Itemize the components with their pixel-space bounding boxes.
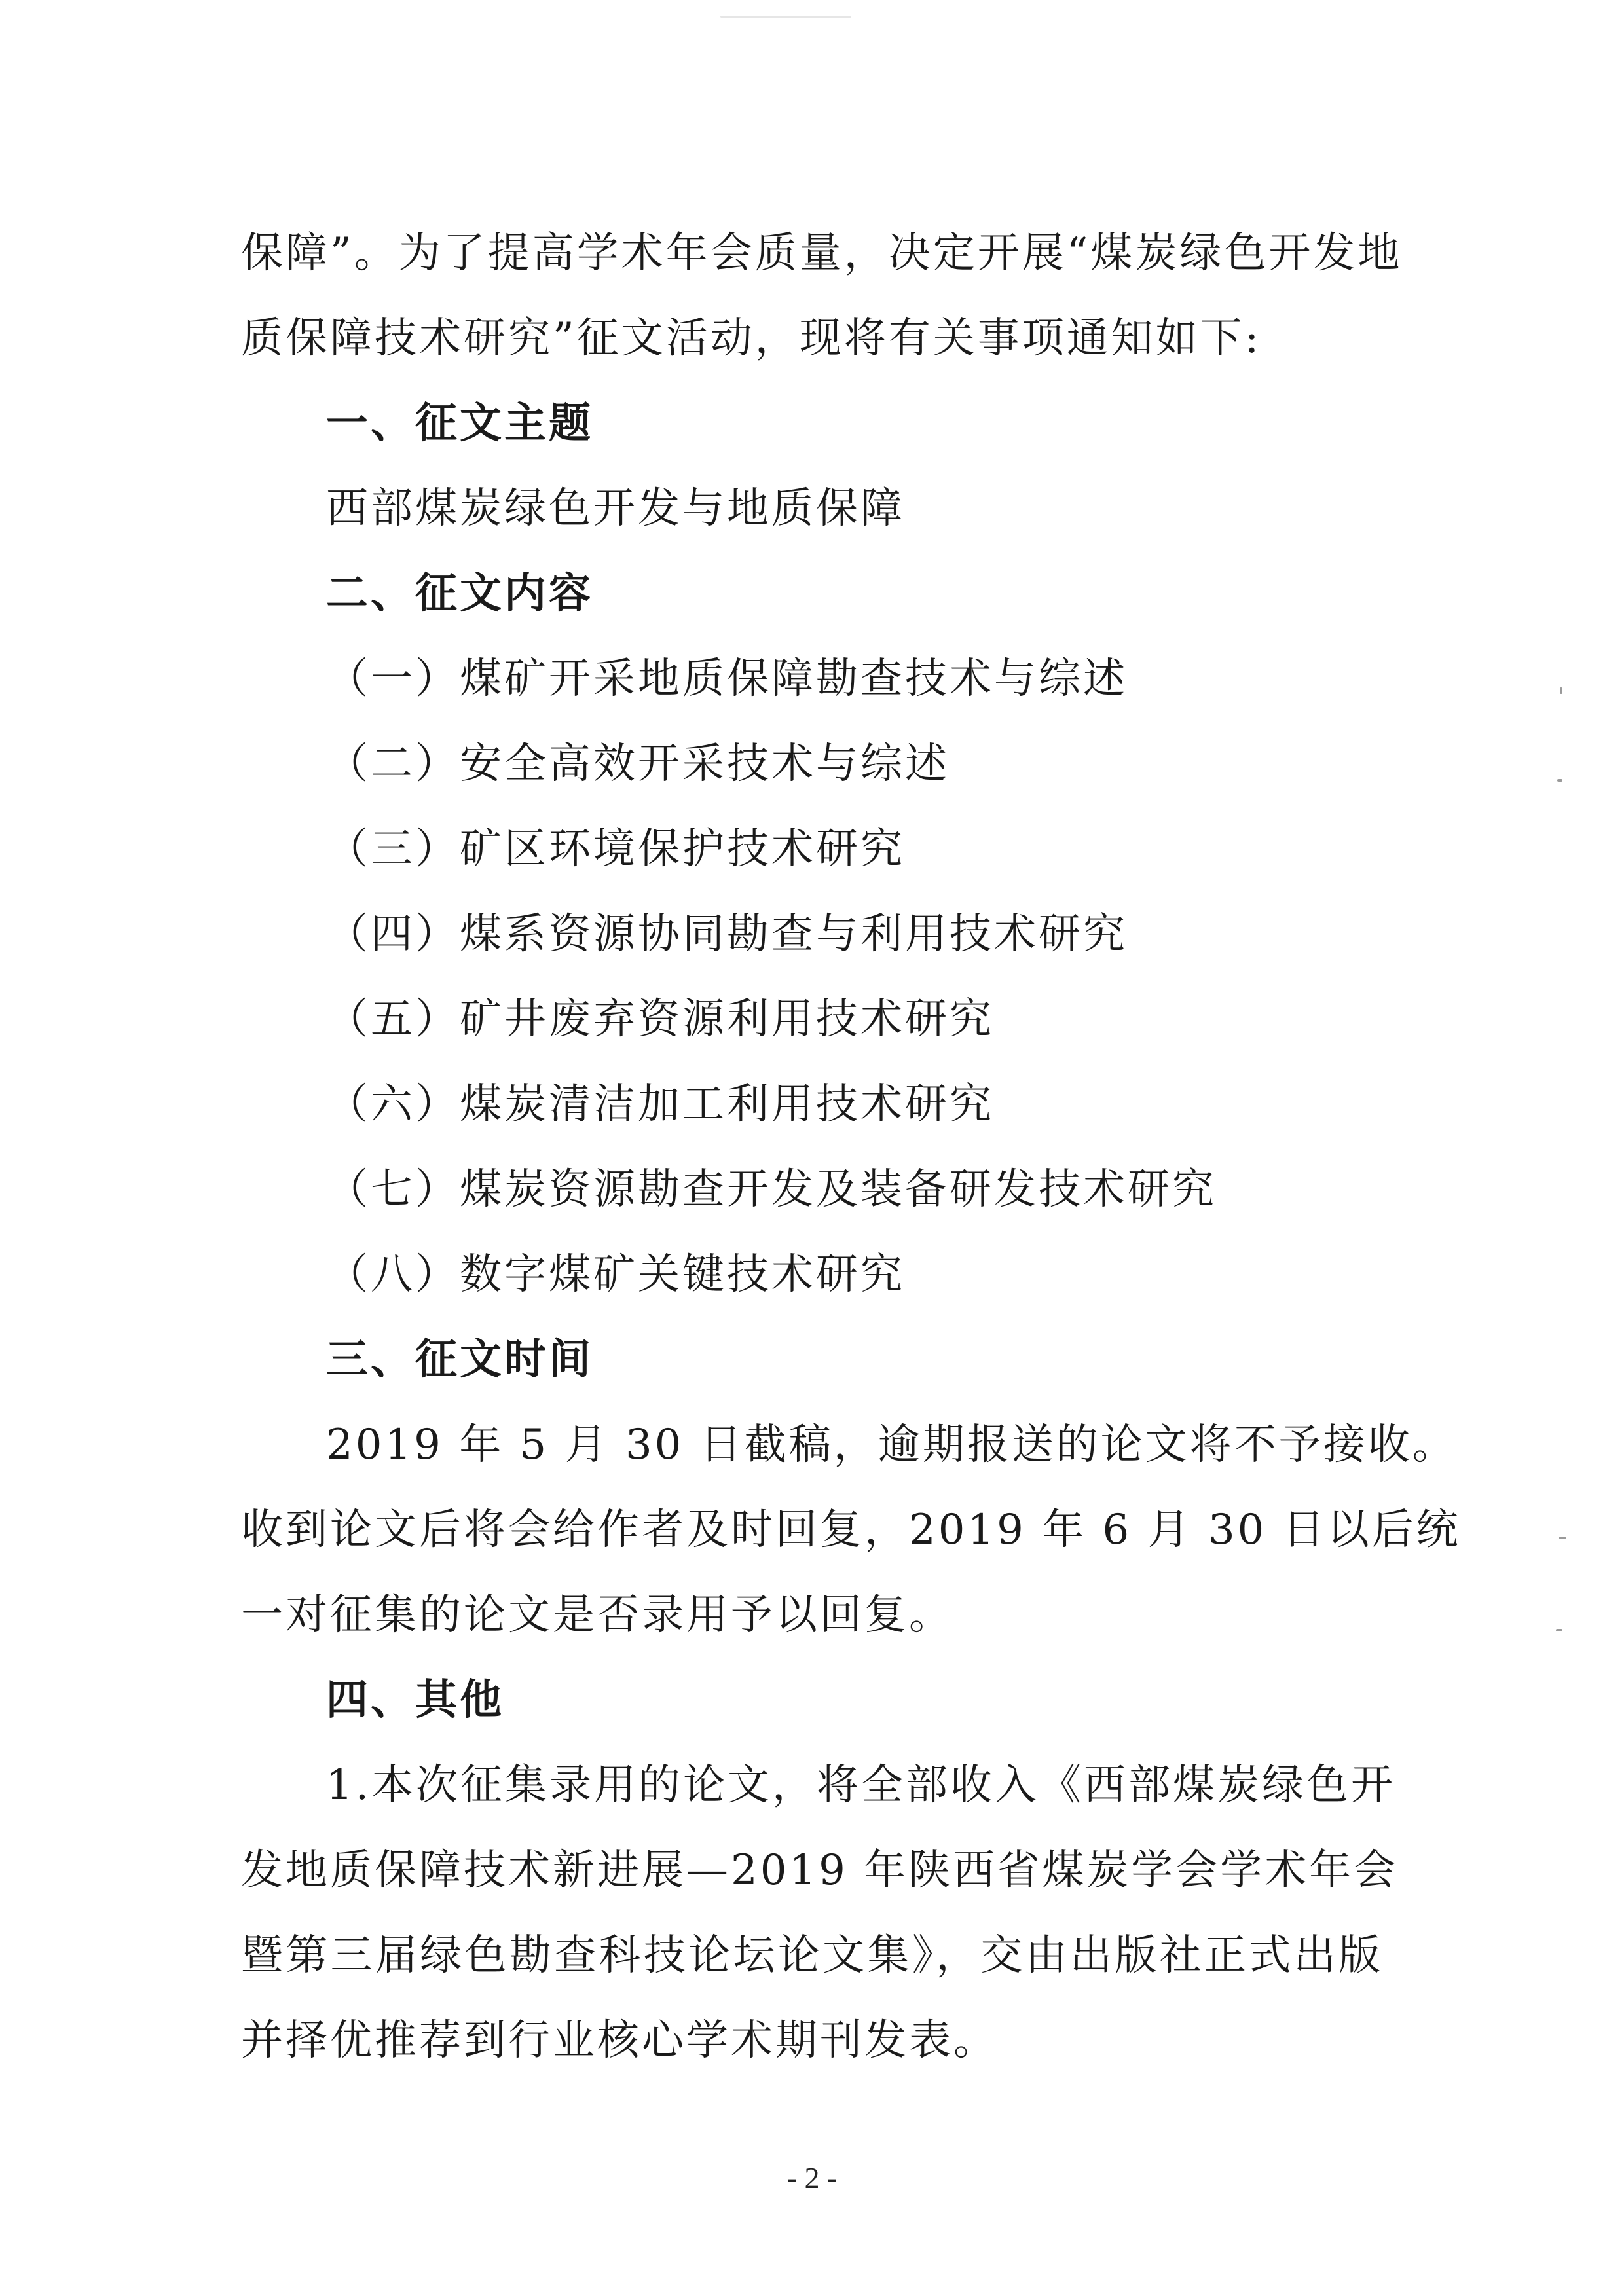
intro-paragraph-line: 保障”。为了提高学术年会质量，决定开展“煤炭绿色开发地	[241, 229, 1403, 278]
content-list-item: （二）安全高效开采技术与综述	[326, 740, 950, 788]
page-number: - 2 -	[786, 2161, 838, 2195]
section-heading-content: 二、征文内容	[326, 570, 593, 618]
scan-speck	[1556, 1629, 1562, 1631]
other-paragraph-line: 并择优推荐到行业核心学术期刊发表。	[241, 2016, 998, 2065]
scan-speck	[720, 16, 851, 18]
time-paragraph-line: 收到论文后将会给作者及时回复，2019 年 6 月 30 日以后统	[241, 1506, 1461, 1554]
other-paragraph-line: 1.本次征集录用的论文，将全部收入《西部煤炭绿色开	[326, 1761, 1396, 1810]
scan-speck	[1559, 1537, 1566, 1539]
section-heading-theme: 一、征文主题	[326, 399, 593, 448]
other-paragraph-line: 发地质保障技术新进展—2019 年陕西省煤炭学会学术年会	[241, 1846, 1399, 1895]
time-paragraph-line: 一对征集的论文是否录用予以回复。	[241, 1591, 953, 1639]
content-list-item: （一）煤矿开采地质保障勘查技术与综述	[326, 655, 1128, 703]
content-list-item: （七）煤炭资源勘查开发及装备研发技术研究	[326, 1165, 1217, 1214]
content-list-item: （四）煤系资源协同勘查与利用技术研究	[326, 910, 1128, 958]
theme-text: 西部煤炭绿色开发与地质保障	[326, 484, 905, 533]
content-list-item: （三）矿区环境保护技术研究	[326, 825, 905, 873]
time-paragraph-line: 2019 年 5 月 30 日截稿，逾期报送的论文将不予接收。	[326, 1421, 1457, 1469]
scan-speck	[1560, 687, 1562, 694]
section-heading-time: 三、征文时间	[326, 1336, 593, 1384]
intro-paragraph-line: 质保障技术研究”征文活动，现将有关事项通知如下:	[241, 314, 1262, 363]
content-list-item: （五）矿井废弃资源利用技术研究	[326, 995, 994, 1044]
scan-speck	[1557, 779, 1562, 782]
content-list-item: （六）煤炭清洁加工利用技术研究	[326, 1080, 994, 1129]
section-heading-other: 四、其他	[326, 1676, 504, 1724]
content-list-item: （八）数字煤矿关键技术研究	[326, 1250, 905, 1299]
other-paragraph-line: 暨第三届绿色勘查科技论坛论文集》，交由出版社正式出版	[241, 1931, 1383, 1980]
